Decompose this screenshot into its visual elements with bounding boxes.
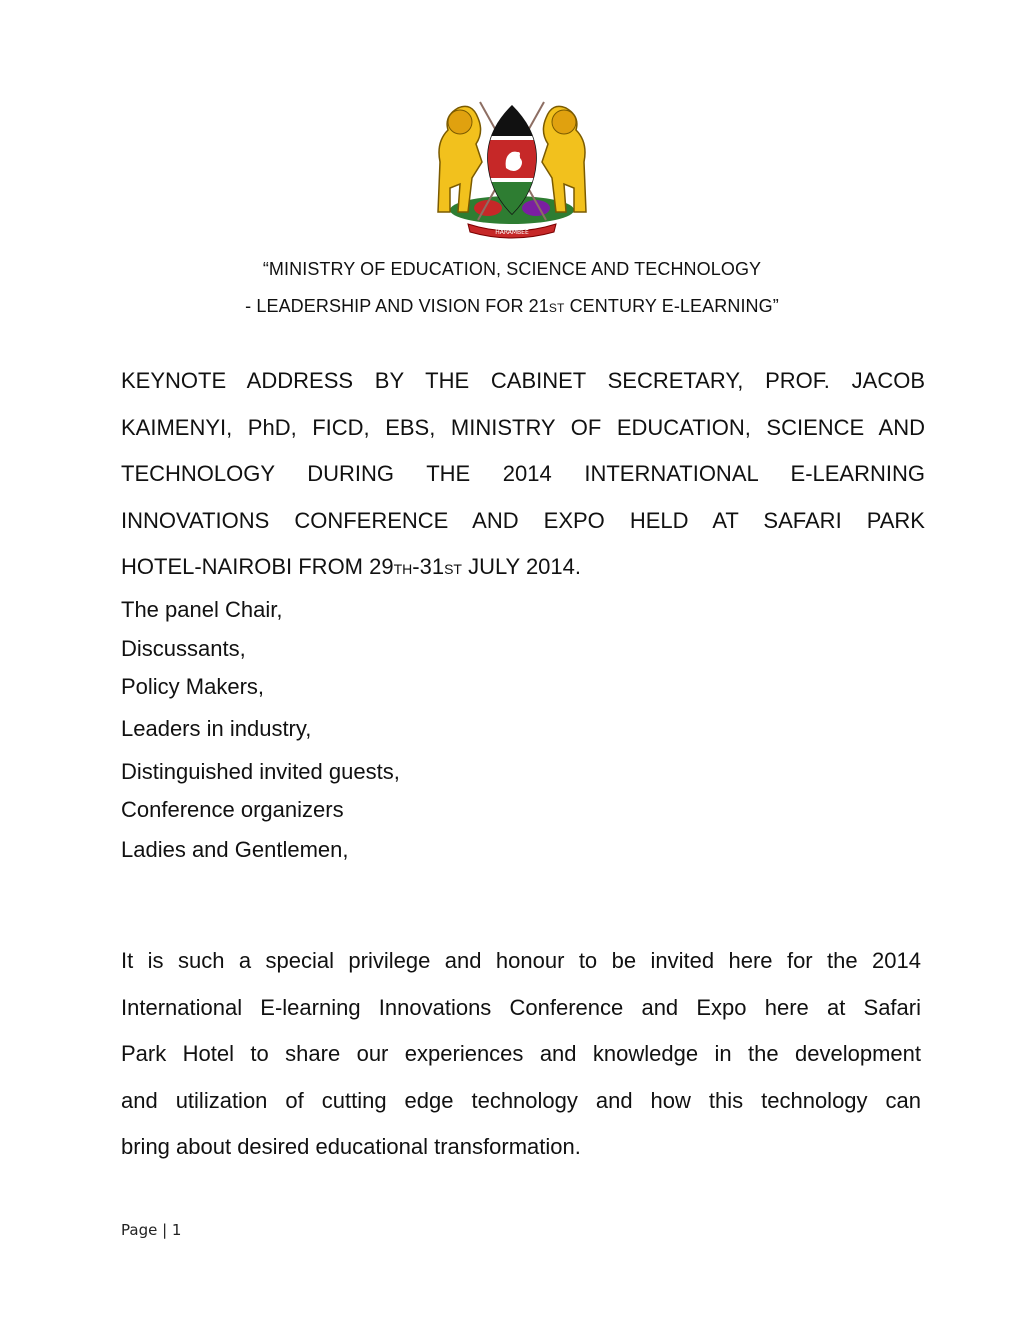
keynote-line-2: KAIMENYI, PhD, FICD, EBS, MINISTRY OF EDUCATION, SCIENCE AND xyxy=(121,414,925,440)
keynote-date-prefix: HOTEL-NAIROBI FROM 29 xyxy=(121,554,394,579)
salutation-line: The panel Chair, xyxy=(121,597,283,622)
paragraph-line-2: International E-learning Innovations Conference and Expo here at Safari xyxy=(121,994,921,1020)
document-title-line-2 xyxy=(0,296,1024,317)
keynote-heading xyxy=(121,358,925,593)
keynote-line-4: INNOVATIONS CONFERENCE AND EXPO HELD AT SAFARI PARK xyxy=(121,507,925,533)
page-number-footer: Page | 1 xyxy=(121,1221,182,1239)
keynote-line-5 xyxy=(121,544,925,593)
salutation-line: Ladies and Gentlemen, xyxy=(121,837,349,862)
title-line2-suffix: ST xyxy=(548,301,565,315)
salutation-line: Conference organizers xyxy=(121,797,344,822)
keynote-date-suffix-st: ST xyxy=(444,561,462,577)
keynote-line-1: KEYNOTE ADDRESS BY THE CABINET SECRETARY, PROF. JACOB xyxy=(121,368,925,393)
salutation-line: Distinguished invited guests, xyxy=(121,759,400,784)
paragraph-line-3: Park Hotel to share our experiences and knowledge in the development xyxy=(121,1041,921,1066)
title-line2-end: CENTURY E-LEARNING” xyxy=(564,296,779,316)
title-line2-text: - LEADERSHIP AND VISION FOR 21 xyxy=(245,296,549,316)
emblem-motto: HARAMBEE xyxy=(495,229,529,236)
paragraph-line-5: bring about desired educational transformation. xyxy=(121,1134,581,1159)
opening-paragraph xyxy=(121,938,921,1171)
coat-of-arms-icon xyxy=(428,92,596,240)
paragraph-line-4: and utilization of cutting edge technology and how this technology can xyxy=(121,1087,921,1113)
keynote-line-3: TECHNOLOGY DURING THE 2014 INTERNATIONAL E-LEARNING xyxy=(121,461,925,486)
paragraph-line-1: It is such a special privilege and honour to be invited here for the 2014 xyxy=(121,948,921,973)
salutation-line: Discussants, xyxy=(121,636,246,661)
keynote-date-suffix-th: TH xyxy=(393,561,413,577)
keynote-date-range: -31 xyxy=(412,554,445,579)
document-title-line-1: “MINISTRY OF EDUCATION, SCIENCE AND TECHNOLOGY xyxy=(262,259,762,279)
salutation-line: Leaders in industry, xyxy=(121,716,312,741)
salutation-line: Policy Makers, xyxy=(121,674,265,699)
keynote-date-month: JULY 2014. xyxy=(461,554,581,579)
